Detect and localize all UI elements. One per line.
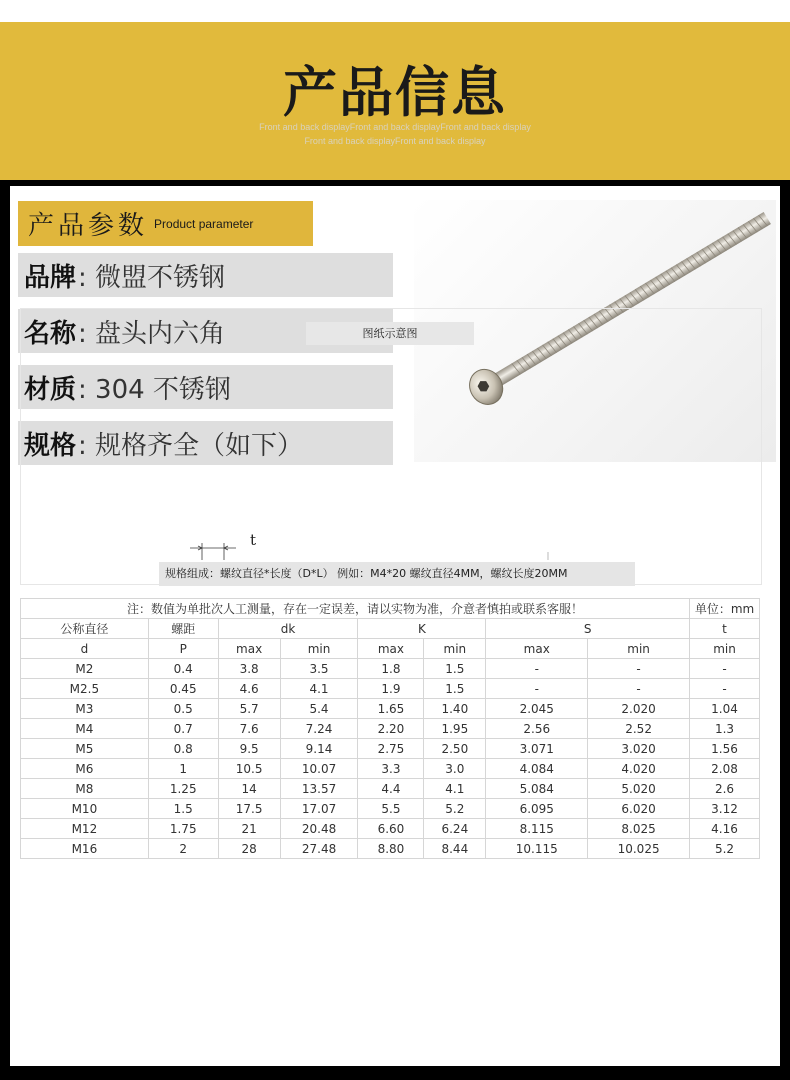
table-cell: 3.8 bbox=[218, 659, 280, 679]
table-cell: 1.5 bbox=[148, 799, 218, 819]
table-cell: 17.07 bbox=[280, 799, 358, 819]
table-cell: 4.1 bbox=[424, 779, 486, 799]
table-cell: 0.45 bbox=[148, 679, 218, 699]
table-cell: 2.08 bbox=[690, 759, 760, 779]
table-cell: M12 bbox=[21, 819, 149, 839]
header-t: t bbox=[690, 619, 760, 639]
header-k: K bbox=[358, 619, 486, 639]
table-row bbox=[21, 719, 760, 739]
table-row bbox=[21, 759, 760, 779]
table-cell: 4.16 bbox=[690, 819, 760, 839]
table-cell: M16 bbox=[21, 839, 149, 859]
param-value: : 微盟不锈钢 bbox=[78, 262, 226, 293]
table-row bbox=[21, 779, 760, 799]
param-key: 品牌 bbox=[24, 262, 77, 293]
table-cell: 0.5 bbox=[148, 699, 218, 719]
label-t: t bbox=[250, 531, 257, 549]
table-cell: M3 bbox=[21, 699, 149, 719]
table-cell: 10.115 bbox=[486, 839, 588, 859]
header-banner bbox=[0, 0, 790, 180]
table-cell: 9.14 bbox=[280, 739, 358, 759]
table-note-row bbox=[21, 599, 760, 619]
table-cell: 2.52 bbox=[588, 719, 690, 739]
table-cell: 2.50 bbox=[424, 739, 486, 759]
table-cell: M10 bbox=[21, 799, 149, 819]
table-cell: 1.40 bbox=[424, 699, 486, 719]
subheader-cell: d bbox=[21, 639, 149, 659]
param-key: 材质 bbox=[24, 374, 77, 405]
table-cell: - bbox=[690, 679, 760, 699]
table-cell: 0.7 bbox=[148, 719, 218, 739]
table-row bbox=[21, 739, 760, 759]
table-cell: 1.65 bbox=[358, 699, 424, 719]
drawing-caption: 规格组成：螺纹直径*长度（D*L） 例如：M4*20 螺纹直径4MM，螺纹长度20MM bbox=[159, 562, 635, 586]
drawing-title: 图纸示意图 bbox=[306, 322, 474, 345]
table-cell: 2.20 bbox=[358, 719, 424, 739]
table-cell: - bbox=[588, 659, 690, 679]
table-cell: 14 bbox=[218, 779, 280, 799]
table-cell: 5.5 bbox=[358, 799, 424, 819]
table-cell: 28 bbox=[218, 839, 280, 859]
table-cell: 1.95 bbox=[424, 719, 486, 739]
table-cell: 1.04 bbox=[690, 699, 760, 719]
param-header-en: Product parameter bbox=[154, 216, 254, 231]
table-cell: M5 bbox=[21, 739, 149, 759]
table-row bbox=[21, 679, 760, 699]
table-cell: 10.025 bbox=[588, 839, 690, 859]
param-value: : 规格齐全（如下） bbox=[78, 430, 304, 461]
table-cell: 4.020 bbox=[588, 759, 690, 779]
table-unit: 单位：mm bbox=[690, 599, 760, 619]
table-cell: 4.6 bbox=[218, 679, 280, 699]
table-cell: 6.60 bbox=[358, 819, 424, 839]
table-cell: 1.75 bbox=[148, 819, 218, 839]
table-cell: 1.56 bbox=[690, 739, 760, 759]
param-header-cn: 产品参数 bbox=[28, 211, 149, 241]
table-cell: - bbox=[486, 659, 588, 679]
table-cell: 8.115 bbox=[486, 819, 588, 839]
table-row bbox=[21, 659, 760, 679]
table-cell: 3.0 bbox=[424, 759, 486, 779]
table-cell: 5.020 bbox=[588, 779, 690, 799]
table-cell: 8.80 bbox=[358, 839, 424, 859]
table-cell: - bbox=[486, 679, 588, 699]
table-cell: 2.045 bbox=[486, 699, 588, 719]
table-cell: 1.25 bbox=[148, 779, 218, 799]
table-cell: 10.5 bbox=[218, 759, 280, 779]
banner-subtitle-2: Front and back displayFront and back display bbox=[304, 136, 486, 146]
param-header bbox=[18, 201, 313, 246]
table-row bbox=[21, 819, 760, 839]
table-cell: M8 bbox=[21, 779, 149, 799]
table-cell: 2 bbox=[148, 839, 218, 859]
table-cell: 6.020 bbox=[588, 799, 690, 819]
table-header-row-1 bbox=[21, 619, 760, 639]
subheader-cell: max bbox=[486, 639, 588, 659]
table-cell: M6 bbox=[21, 759, 149, 779]
table-cell: 0.4 bbox=[148, 659, 218, 679]
table-cell: 0.8 bbox=[148, 739, 218, 759]
subheader-cell: min bbox=[588, 639, 690, 659]
table-cell: 4.1 bbox=[280, 679, 358, 699]
banner-subtitle-1: Front and back displayFront and back displayFront and back display bbox=[259, 122, 531, 132]
header-pitch: 螺距 bbox=[148, 619, 218, 639]
param-value: : 盘头内六角 bbox=[78, 318, 226, 349]
table-cell: 3.12 bbox=[690, 799, 760, 819]
table-cell: - bbox=[690, 659, 760, 679]
table-cell: 4.4 bbox=[358, 779, 424, 799]
table-cell: 5.2 bbox=[424, 799, 486, 819]
table-cell: 5.084 bbox=[486, 779, 588, 799]
table-note: 注：数值为单批次人工测量，存在一定误差，请以实物为准，介意者慎拍或联系客服！ bbox=[21, 599, 690, 619]
table-cell: M2.5 bbox=[21, 679, 149, 699]
param-key: 规格 bbox=[24, 430, 77, 461]
table-cell: 9.5 bbox=[218, 739, 280, 759]
table-cell: 5.4 bbox=[280, 699, 358, 719]
table-cell: 17.5 bbox=[218, 799, 280, 819]
subheader-cell: min bbox=[424, 639, 486, 659]
table-cell: 1.9 bbox=[358, 679, 424, 699]
table-cell: 1.8 bbox=[358, 659, 424, 679]
subheader-cell: min bbox=[690, 639, 760, 659]
table-cell: 20.48 bbox=[280, 819, 358, 839]
subheader-cell: max bbox=[358, 639, 424, 659]
param-key: 名称 bbox=[24, 318, 77, 349]
header-s: S bbox=[486, 619, 690, 639]
table-cell: 5.7 bbox=[218, 699, 280, 719]
table-cell: 6.095 bbox=[486, 799, 588, 819]
header-nominal-diameter: 公称直径 bbox=[21, 619, 149, 639]
table-cell: 3.020 bbox=[588, 739, 690, 759]
table-cell: 4.084 bbox=[486, 759, 588, 779]
table-cell: 5.2 bbox=[690, 839, 760, 859]
banner-title: 产品信息 bbox=[283, 61, 507, 124]
subheader-cell: min bbox=[280, 639, 358, 659]
table-row bbox=[21, 839, 760, 859]
subheader-cell: max bbox=[218, 639, 280, 659]
table-cell: 2.020 bbox=[588, 699, 690, 719]
table-cell: 6.24 bbox=[424, 819, 486, 839]
table-body bbox=[21, 659, 760, 859]
banner-background bbox=[0, 22, 790, 180]
param-row-brand bbox=[18, 253, 393, 297]
table-row bbox=[21, 699, 760, 719]
table-cell: 8.025 bbox=[588, 819, 690, 839]
table-cell: 1.5 bbox=[424, 679, 486, 699]
table-cell: 2.56 bbox=[486, 719, 588, 739]
table-cell: 3.3 bbox=[358, 759, 424, 779]
spec-table bbox=[20, 598, 760, 859]
table-cell: 8.44 bbox=[424, 839, 486, 859]
table-cell: 10.07 bbox=[280, 759, 358, 779]
table-row bbox=[21, 799, 760, 819]
param-value: : 304 不锈钢 bbox=[78, 374, 231, 405]
table-cell: 1.3 bbox=[690, 719, 760, 739]
table-cell: 2.75 bbox=[358, 739, 424, 759]
subheader-cell: P bbox=[148, 639, 218, 659]
table-cell: 27.48 bbox=[280, 839, 358, 859]
table-cell: - bbox=[588, 679, 690, 699]
table-cell: 7.24 bbox=[280, 719, 358, 739]
table-cell: 3.5 bbox=[280, 659, 358, 679]
header-dk: dk bbox=[218, 619, 358, 639]
table-header-row-2 bbox=[21, 639, 760, 659]
technical-drawing bbox=[170, 355, 620, 560]
table-cell: 13.57 bbox=[280, 779, 358, 799]
table-cell: 1.5 bbox=[424, 659, 486, 679]
table-cell: M2 bbox=[21, 659, 149, 679]
table-cell: 7.6 bbox=[218, 719, 280, 739]
table-cell: M4 bbox=[21, 719, 149, 739]
table-cell: 3.071 bbox=[486, 739, 588, 759]
table-cell: 2.6 bbox=[690, 779, 760, 799]
table-cell: 21 bbox=[218, 819, 280, 839]
table-cell: 1 bbox=[148, 759, 218, 779]
